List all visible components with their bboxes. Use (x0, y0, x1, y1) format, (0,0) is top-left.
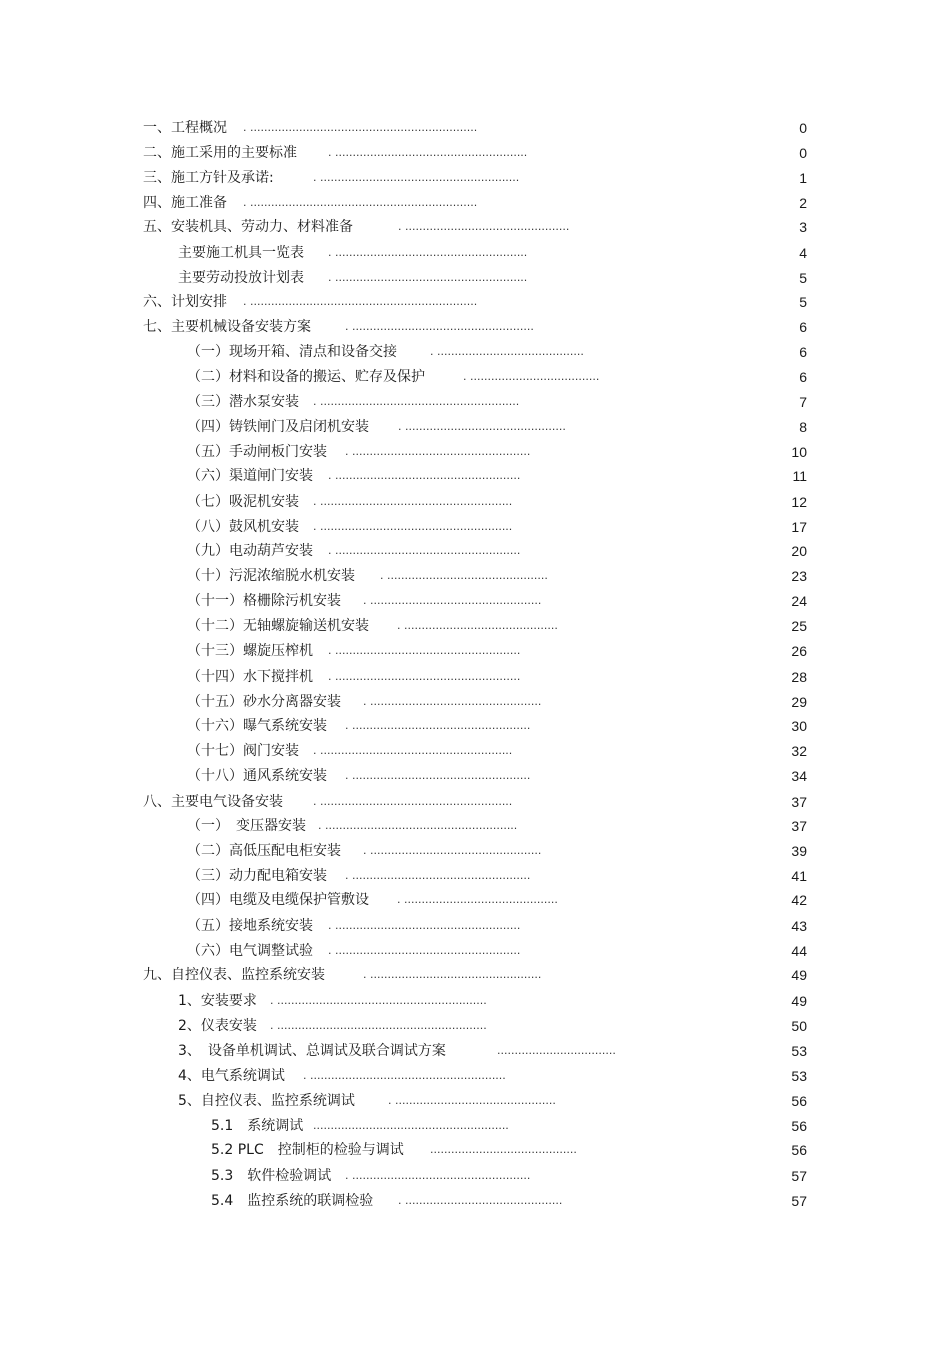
toc-dot-leader: . ....................................................... (313, 495, 513, 508)
toc-entry-title: （三）潜水泵安装 (187, 394, 299, 410)
toc-entry[interactable] (0, 916, 950, 936)
toc-entry-title: 一、工程概况 (143, 120, 227, 136)
toc-page-number: 49 (791, 993, 807, 1009)
toc-dot-leader: . ....................................................... (328, 271, 528, 284)
toc-entry[interactable] (0, 541, 950, 561)
toc-entry-title: 七、主要机械设备安装方案 (143, 319, 311, 335)
toc-page-number: 43 (791, 918, 807, 934)
toc-entry[interactable] (0, 1041, 950, 1061)
toc-page-number: 56 (791, 1142, 807, 1158)
toc-entry-title: （一）现场开箱、清点和设备交接 (187, 344, 397, 360)
toc-dot-leader: .......................................... (430, 1143, 577, 1156)
toc-dot-leader: . ................................................................. (243, 196, 478, 209)
toc-dot-leader: . ..................................................... (328, 544, 521, 557)
toc-page-number: 56 (791, 1118, 807, 1134)
toc-entry-title: 四、施工准备 (143, 195, 227, 211)
toc-entry[interactable] (0, 866, 950, 886)
toc-page-number: 37 (791, 794, 807, 810)
toc-page-number: 3 (799, 219, 807, 235)
toc-entry[interactable] (0, 741, 950, 761)
toc-entry-title: （二）材料和设备的搬运、贮存及保护 (187, 369, 425, 385)
toc-dot-leader: . ....................................................... (318, 819, 518, 832)
toc-dot-leader: . ..................................................... (328, 644, 521, 657)
toc-page-number: 53 (791, 1043, 807, 1059)
toc-page-number: 37 (791, 818, 807, 834)
toc-page-number: 0 (799, 120, 807, 136)
toc-dot-leader: . ................................................. (363, 844, 542, 857)
toc-entry[interactable] (0, 1116, 950, 1136)
toc-entry-title: （九）电动葫芦安装 (187, 543, 313, 559)
toc-page-number: 34 (791, 768, 807, 784)
toc-entry-title: 1、安装要求 (178, 993, 257, 1009)
toc-entry-title: （四）电缆及电缆保护管敷设 (187, 892, 369, 908)
toc-entry-title: 主要劳动投放计划表 (178, 270, 304, 286)
toc-page-number: 12 (791, 494, 807, 510)
toc-entry[interactable] (0, 716, 950, 736)
toc-page-number: 6 (799, 369, 807, 385)
toc-entry[interactable] (0, 941, 950, 961)
toc-entry-title: （十三）螺旋压榨机 (187, 643, 313, 659)
toc-entry-title: （一） 变压器安装 (187, 818, 306, 834)
toc-entry-title: 5、自控仪表、监控系统调试 (178, 1093, 355, 1109)
toc-entry[interactable] (0, 243, 950, 263)
toc-page-number: 1 (799, 170, 807, 186)
toc-entry-title: 八、主要电气设备安装 (143, 794, 283, 810)
toc-dot-leader: . ................................................................. (243, 121, 478, 134)
toc-page-number: 42 (791, 892, 807, 908)
toc-entry-title: 二、施工采用的主要标准 (143, 145, 297, 161)
toc-page-number: 24 (791, 593, 807, 609)
toc-page-number: 56 (791, 1093, 807, 1109)
toc-page-number: 50 (791, 1018, 807, 1034)
toc-dot-leader: . ......................................................... (313, 395, 520, 408)
toc-dot-leader: . ................................................... (345, 769, 531, 782)
toc-entry-title: 3、 设备单机调试、总调试及联合调试方案 (178, 1043, 446, 1059)
toc-entry[interactable] (0, 641, 950, 661)
toc-dot-leader: . .............................................. (380, 569, 548, 582)
toc-dot-leader: . ....................................................... (313, 795, 513, 808)
toc-entry[interactable] (0, 466, 950, 486)
toc-entry[interactable] (0, 616, 950, 636)
toc-entry-title: 三、施工方针及承诺: (143, 170, 274, 186)
toc-entry[interactable] (0, 591, 950, 611)
toc-page-number: 5 (799, 294, 807, 310)
toc-dot-leader: . ................................................. (363, 695, 542, 708)
toc-entry-title: （八）鼓风机安装 (187, 519, 299, 535)
toc-dot-leader: . ....................................................... (313, 520, 513, 533)
toc-entry[interactable] (0, 991, 950, 1011)
toc-page-number: 17 (791, 519, 807, 535)
toc-entry-title: （三）动力配电箱安装 (187, 868, 327, 884)
toc-entry[interactable] (0, 417, 950, 437)
toc-dot-leader: . ..................................................... (328, 944, 521, 957)
toc-entry[interactable] (0, 442, 950, 462)
toc-dot-leader: . ............................................................ (270, 994, 487, 1007)
toc-entry[interactable] (0, 792, 950, 812)
toc-entry-title: （十四）水下搅拌机 (187, 669, 313, 685)
toc-dot-leader: . ....................................................... (328, 146, 528, 159)
toc-page-number: 57 (791, 1168, 807, 1184)
toc-entry[interactable] (0, 168, 950, 188)
toc-dot-leader: . ............................................. (398, 1194, 563, 1207)
toc-dot-leader: . .......................................... (430, 345, 584, 358)
toc-page-number: 32 (791, 743, 807, 759)
toc-entry-title: 4、电气系统调试 (178, 1068, 285, 1084)
toc-page-number: 23 (791, 568, 807, 584)
toc-dot-leader: .................................. (497, 1044, 616, 1057)
toc-dot-leader: . .................................................... (345, 320, 534, 333)
toc-entry[interactable] (0, 217, 950, 237)
toc-entry-title: 5.3 软件检验调试 (211, 1168, 332, 1184)
toc-entry-title: 九、自控仪表、监控系统安装 (143, 967, 325, 983)
toc-dot-leader: ........................................................ (313, 1119, 509, 1132)
toc-entry-title: （十）污泥浓缩脱水机安装 (187, 568, 355, 584)
toc-entry-title: （十七）阀门安装 (187, 743, 299, 759)
toc-entry-title: （十六）曝气系统安装 (187, 718, 327, 734)
toc-page-number: 6 (799, 344, 807, 360)
toc-dot-leader: . ................................................................. (243, 295, 478, 308)
toc-entry[interactable] (0, 1066, 950, 1086)
toc-entry[interactable] (0, 367, 950, 387)
toc-entry-title: 5.4 监控系统的联调检验 (211, 1193, 374, 1209)
toc-dot-leader: . ............................................ (397, 619, 558, 632)
toc-dot-leader: . ................................................... (345, 1169, 531, 1182)
toc-entry[interactable] (0, 193, 950, 213)
toc-dot-leader: . ......................................................... (313, 171, 520, 184)
toc-entry-title: （六）电气调整试验 (187, 943, 313, 959)
toc-entry[interactable] (0, 1091, 950, 1111)
toc-entry-title: 六、计划安排 (143, 294, 227, 310)
toc-entry-title: （二）高低压配电柜安装 (187, 843, 341, 859)
toc-dot-leader: . ............................................... (398, 220, 570, 233)
toc-entry-title: （五）接地系统安装 (187, 918, 313, 934)
toc-dot-leader: . ....................................................... (328, 246, 528, 259)
toc-page-number: 0 (799, 145, 807, 161)
toc-page-number: 30 (791, 718, 807, 734)
toc-entry[interactable] (0, 766, 950, 786)
toc-entry[interactable] (0, 890, 950, 910)
toc-entry-title: （四）铸铁闸门及启闭机安装 (187, 419, 369, 435)
toc-dot-leader: . ........................................................ (303, 1069, 506, 1082)
toc-dot-leader: . ................................................. (363, 968, 542, 981)
toc-entry[interactable] (0, 317, 950, 337)
toc-dot-leader: . .............................................. (398, 420, 566, 433)
toc-entry[interactable] (0, 492, 950, 512)
toc-page-number: 29 (791, 694, 807, 710)
toc-entry[interactable] (0, 143, 950, 163)
toc-page-number: 49 (791, 967, 807, 983)
toc-entry[interactable] (0, 1140, 950, 1160)
toc-entry[interactable] (0, 566, 950, 586)
toc-entry[interactable] (0, 1016, 950, 1036)
toc-entry[interactable] (0, 1191, 950, 1211)
toc-page-number: 44 (791, 943, 807, 959)
toc-entry[interactable] (0, 392, 950, 412)
toc-entry[interactable] (0, 517, 950, 537)
toc-page-number: 53 (791, 1068, 807, 1084)
toc-page-number: 26 (791, 643, 807, 659)
toc-entry-title: 2、仪表安装 (178, 1018, 257, 1034)
toc-page-number: 20 (791, 543, 807, 559)
toc-dot-leader: . ..................................................... (328, 670, 521, 683)
toc-entry-title: （十五）砂水分离器安装 (187, 694, 341, 710)
toc-dot-leader: . ..................................................... (328, 469, 521, 482)
toc-page-number: 41 (791, 868, 807, 884)
toc-entry-title: （五）手动闸板门安装 (187, 444, 327, 460)
toc-dot-leader: . ....................................................... (313, 744, 513, 757)
toc-entry[interactable] (0, 118, 950, 138)
toc-dot-leader: . ................................................... (345, 445, 531, 458)
toc-entry-title: （七）吸泥机安装 (187, 494, 299, 510)
toc-page-number: 4 (799, 245, 807, 261)
toc-entry-title: （十二）无轴螺旋输送机安装 (187, 618, 369, 634)
toc-entry[interactable] (0, 692, 950, 712)
toc-entry-title: （十一）格栅除污机安装 (187, 593, 341, 609)
toc-dot-leader: . ............................................................ (270, 1019, 487, 1032)
toc-entry-title: 5.2 PLC 控制柜的检验与调试 (211, 1142, 404, 1158)
toc-page-number: 6 (799, 319, 807, 335)
toc-entry[interactable] (0, 268, 950, 288)
toc-dot-leader: . ................................................... (345, 719, 531, 732)
toc-entry[interactable] (0, 841, 950, 861)
toc-dot-leader: . ................................................... (345, 869, 531, 882)
toc-page-number: 11 (792, 468, 807, 484)
toc-page-number: 10 (791, 444, 807, 460)
toc-entry[interactable] (0, 292, 950, 312)
toc-entry[interactable] (0, 816, 950, 836)
toc-entry[interactable] (0, 1166, 950, 1186)
toc-entry-title: 5.1 系统调试 (211, 1118, 304, 1134)
toc-dot-leader: . ..................................................... (328, 919, 521, 932)
toc-entry[interactable] (0, 342, 950, 362)
toc-dot-leader: . ................................................. (363, 594, 542, 607)
toc-page-number: 25 (791, 618, 807, 634)
toc-page-number: 57 (791, 1193, 807, 1209)
toc-entry-title: 主要施工机具一览表 (178, 245, 304, 261)
toc-page-number: 2 (799, 195, 807, 211)
toc-page-number: 28 (791, 669, 807, 685)
toc-entry[interactable] (0, 667, 950, 687)
toc-dot-leader: . .............................................. (388, 1094, 556, 1107)
toc-page-number: 39 (791, 843, 807, 859)
toc-page-number: 7 (799, 394, 807, 410)
toc-page-number: 5 (799, 270, 807, 286)
toc-dot-leader: . ............................................ (397, 893, 558, 906)
toc-entry-title: 五、安装机具、劳动力、材料准备 (143, 219, 353, 235)
toc-entry-title: （十八）通风系统安装 (187, 768, 327, 784)
toc-entry-title: （六）渠道闸门安装 (187, 468, 313, 484)
toc-page-number: 8 (799, 419, 807, 435)
toc-dot-leader: . ..................................... (463, 370, 600, 383)
toc-entry[interactable] (0, 965, 950, 985)
